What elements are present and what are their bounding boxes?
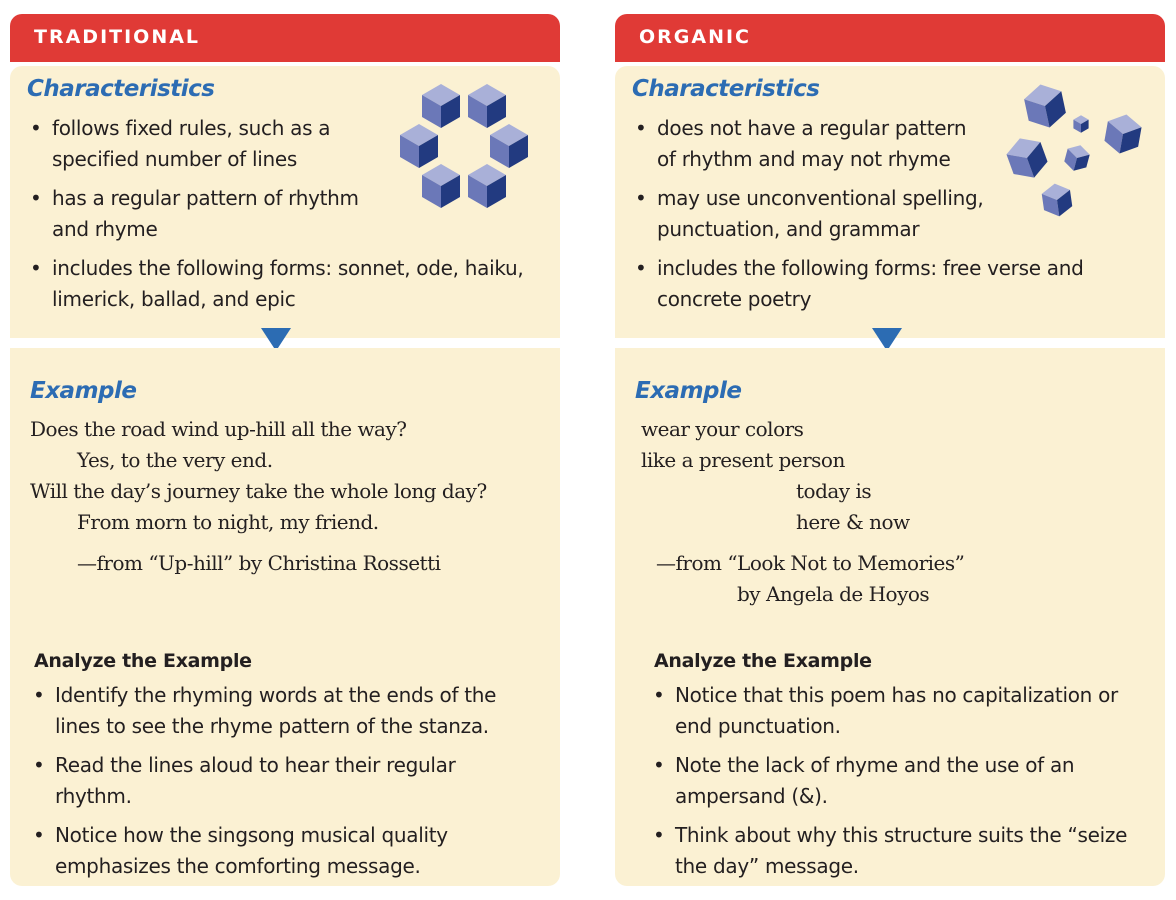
poem-line: Yes, to the very end. xyxy=(77,448,273,472)
list-item: • has a regular pattern of rhythm and rhyme xyxy=(27,183,372,245)
traditional-characteristics-box xyxy=(10,66,560,338)
poem-line: like a present person xyxy=(641,448,845,472)
poem-line: here & now xyxy=(796,510,910,534)
poem-line: today is xyxy=(796,479,872,503)
organic-characteristics-box xyxy=(615,66,1165,338)
list-item: • Notice that this poem has no capitalization or end punctuation. xyxy=(650,680,1155,742)
cube-ring-icon xyxy=(396,80,532,212)
traditional-analyze-list xyxy=(30,680,530,890)
list-item: • Identify the rhyming words at the ends of the lines to see the rhyme pattern of the stanza. xyxy=(30,680,530,742)
traditional-analyze-title: Analyze the Example xyxy=(34,650,252,672)
scattered-cubes-icon xyxy=(999,82,1149,232)
list-item: • may use unconventional spelling, punctuation, and grammar xyxy=(632,183,1057,245)
poem-attribution: —from “Look Not to Memories” xyxy=(656,551,965,575)
organic-header xyxy=(615,14,1165,62)
traditional-example-title: Example xyxy=(30,378,137,404)
list-item: • follows fixed rules, such as a specified number of lines xyxy=(27,113,372,175)
organic-header-title: ORGANIC xyxy=(639,26,751,48)
organic-example-box xyxy=(615,348,1165,886)
list-item: • includes the following forms: free verse and concrete poetry xyxy=(632,253,1127,315)
traditional-header xyxy=(10,14,560,62)
poem-line: wear your colors xyxy=(641,417,804,441)
traditional-characteristics-title: Characteristics xyxy=(27,76,215,102)
organic-analyze-title: Analyze the Example xyxy=(654,650,872,672)
traditional-header-title: TRADITIONAL xyxy=(34,26,201,48)
traditional-panel xyxy=(10,14,560,886)
list-item: • includes the following forms: sonnet, ode, haiku, limerick, ballad, and epic xyxy=(27,253,572,315)
traditional-example-box xyxy=(10,348,560,886)
organic-example-title: Example xyxy=(635,378,742,404)
list-item: • Notice how the singsong musical quality emphasizes the comforting message. xyxy=(30,820,530,882)
poem-attribution: by Angela de Hoyos xyxy=(737,582,930,606)
organic-poem xyxy=(641,414,964,610)
poem-attribution: —from “Up-hill” by Christina Rossetti xyxy=(77,551,441,575)
list-item: • does not have a regular pattern of rhythm and may not rhyme xyxy=(632,113,977,175)
list-item: • Read the lines aloud to hear their regular rhythm. xyxy=(30,750,530,812)
organic-panel xyxy=(615,14,1165,886)
poem-line: From morn to night, my friend. xyxy=(77,510,379,534)
organic-characteristics-title: Characteristics xyxy=(632,76,820,102)
list-item: • Think about why this structure suits the “seize the day” message. xyxy=(650,820,1155,882)
organic-analyze-list xyxy=(650,680,1155,890)
poem-line: Does the road wind up-hill all the way? xyxy=(30,417,407,441)
poem-line: Will the day’s journey take the whole long day? xyxy=(30,479,487,503)
traditional-poem xyxy=(30,414,487,579)
list-item: • Note the lack of rhyme and the use of an ampersand (&). xyxy=(650,750,1155,812)
